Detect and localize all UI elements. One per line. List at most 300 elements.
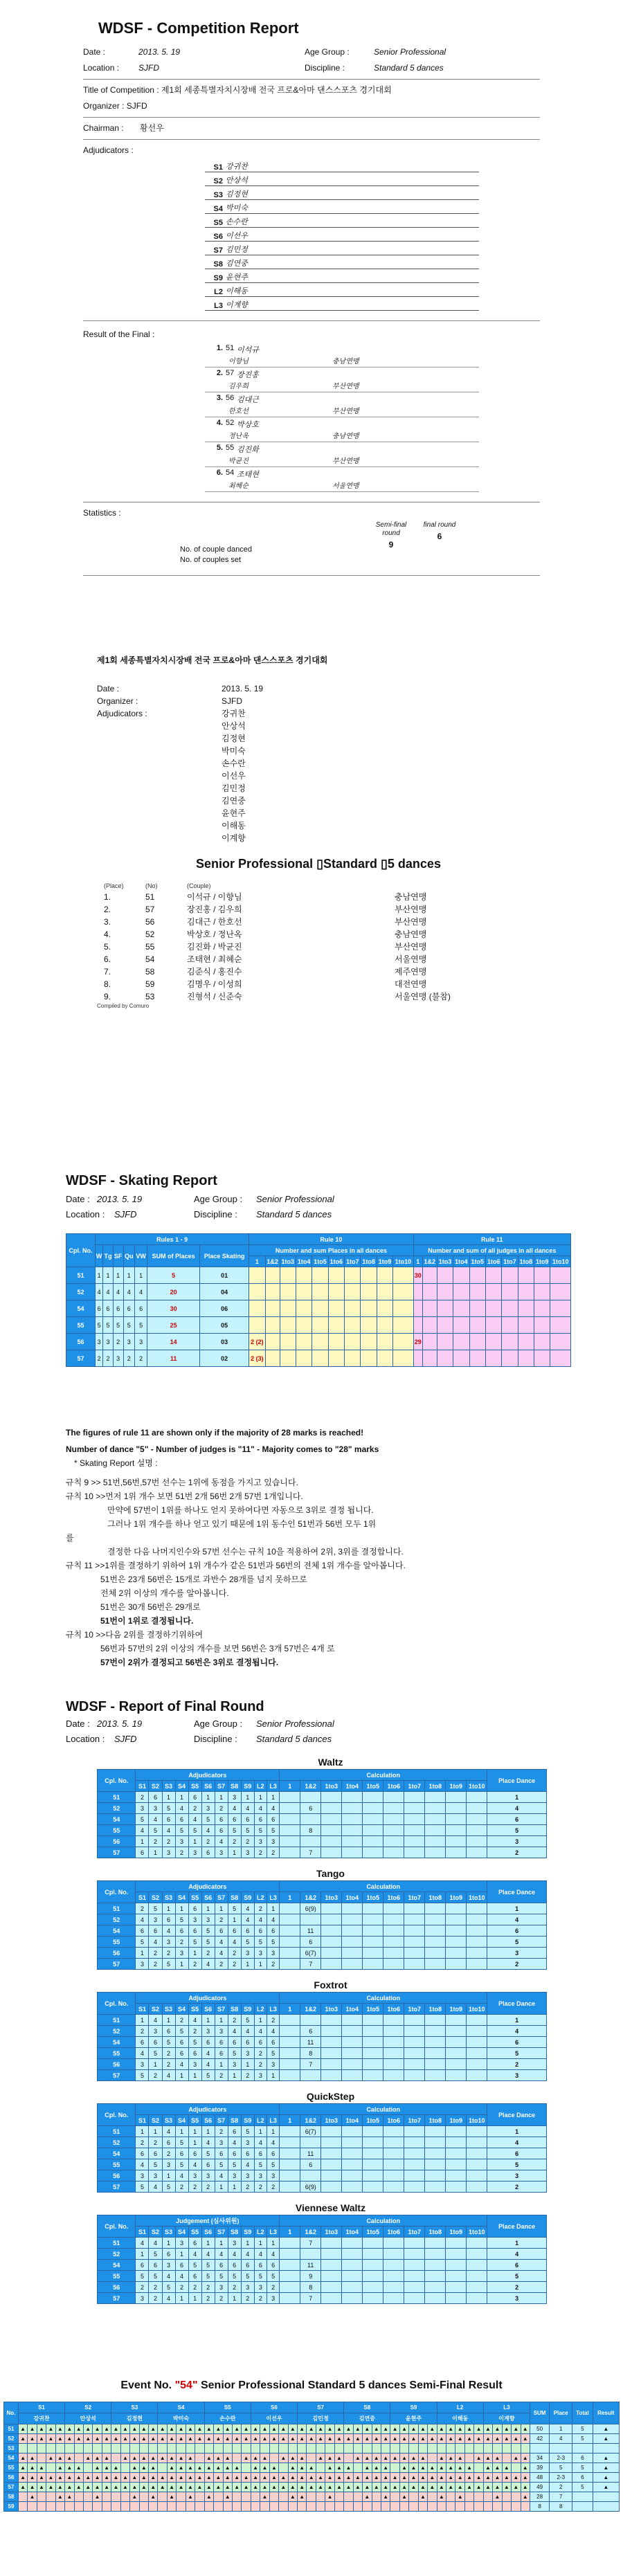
fr-calc-col: 1to8 <box>425 2004 446 2015</box>
sf-mark: ▲ <box>251 2483 260 2492</box>
fr-mark: 3 <box>149 1803 162 1814</box>
fr-calc-col: 1 <box>280 2004 300 2015</box>
fr-cpl: 52 <box>98 2137 136 2148</box>
sf-mark <box>464 2444 473 2453</box>
sk-r10-cell <box>312 1334 328 1350</box>
sf-mark: ▲ <box>298 2434 307 2444</box>
sf-judge-name: 김연중 <box>344 2413 390 2424</box>
sk-header-cell: 1to4 <box>296 1256 312 1267</box>
fr-calc-header: Calculation <box>280 2215 487 2226</box>
sf-mark: ▲ <box>464 2424 473 2434</box>
sf-mark <box>334 2444 343 2453</box>
fr-row <box>98 2137 547 2148</box>
final-place: 1. <box>216 344 223 352</box>
sk-r11-cell <box>422 1334 437 1350</box>
sk-header-cell: 1to9 <box>377 1256 392 1267</box>
fr-place: 3 <box>487 1836 547 1847</box>
fr-mark: 2 <box>228 2015 241 2026</box>
result-no: 58 <box>145 967 155 977</box>
adjudicator-name: 이해동 <box>226 287 248 296</box>
sf-mark: ▲ <box>493 2473 502 2483</box>
fr-mark: 1 <box>215 2182 228 2193</box>
sf-mark: ▲ <box>149 2424 158 2434</box>
fr-mark: 4 <box>149 2182 162 2193</box>
result-place: 9. <box>104 992 111 1001</box>
summary-adj-label: Adjudicators : <box>97 709 147 718</box>
fr-judge-header: L2 <box>254 1892 267 1903</box>
adjudicator-row <box>205 172 479 186</box>
fr-judge-header: S5 <box>188 2115 201 2126</box>
sf-mark: ▲ <box>177 2463 186 2473</box>
sf-row <box>4 2424 620 2434</box>
summary-result-row <box>97 965 540 978</box>
result-club: 부산연맹 <box>395 942 427 952</box>
fr-calc-cell <box>280 2048 300 2059</box>
fr-meta-row2 <box>66 1732 564 1747</box>
header-couple: (Couple) <box>187 882 211 889</box>
sk-r10-cell <box>280 1284 296 1300</box>
sf-mark: ▲ <box>269 2463 278 2473</box>
sf-mark: ▲ <box>111 2483 120 2492</box>
sf-mark: ▲ <box>55 2473 64 2483</box>
final-leader: 장진홍 <box>237 371 259 379</box>
sf-mark <box>251 2492 260 2502</box>
fr-mark: 5 <box>188 2037 201 2048</box>
fr-mark: 1 <box>149 2059 162 2070</box>
sf-mark <box>74 2502 83 2512</box>
sf-mark: ▲ <box>418 2434 427 2444</box>
sf-mark: ▲ <box>372 2434 381 2444</box>
fr-calc-cell <box>280 1814 300 1825</box>
fr-calc-cell <box>363 1959 383 1970</box>
sf-mark: ▲ <box>93 2492 102 2502</box>
sf-mark: ▲ <box>55 2424 64 2434</box>
sf-mark: ▲ <box>269 2434 278 2444</box>
sf-place: 5 <box>550 2463 572 2473</box>
fr-judge-header: S7 <box>215 2226 228 2238</box>
fr-calc-cell <box>321 2126 342 2137</box>
sf-mark: ▲ <box>399 2473 408 2483</box>
sk-sum: 30 <box>147 1300 200 1317</box>
fr-adj-header: Judgement (심사위원) <box>136 2215 280 2226</box>
dance-name: Waltz <box>318 1757 343 1768</box>
sf-mark <box>242 2502 251 2512</box>
fr-mark: 1 <box>149 1847 162 1858</box>
fr-calc-cell <box>342 2293 363 2304</box>
final-partner: 정난옥 <box>228 433 249 440</box>
sf-mark: ▲ <box>214 2463 223 2473</box>
fr-place: 5 <box>487 1936 547 1948</box>
sf-mark: ▲ <box>260 2473 269 2483</box>
fr-mark: 1 <box>241 2238 254 2249</box>
sk-header-cell: 1to3 <box>280 1256 296 1267</box>
fr-mark: 3 <box>149 2026 162 2037</box>
sf-mark <box>474 2502 483 2512</box>
fr-mark: 4 <box>201 2048 215 2059</box>
fr-mark: 3 <box>175 1948 188 1959</box>
fr-mark: 4 <box>201 2059 215 2070</box>
fr-mark: 6 <box>241 2037 254 2048</box>
fr-mark: 1 <box>241 1792 254 1803</box>
sf-mark <box>223 2444 232 2453</box>
fr-cpl: 51 <box>98 2126 136 2137</box>
fr-calc-cell <box>425 2137 446 2148</box>
sf-mark: ▲ <box>363 2434 372 2444</box>
adjudicator-name: 김민정 <box>226 246 248 254</box>
sf-mark: ▲ <box>37 2434 46 2444</box>
fr-place: 3 <box>487 2293 547 2304</box>
fr-calc-cell <box>321 2271 342 2282</box>
fr-judge-header: S1 <box>136 2226 149 2238</box>
fr-calc-cell <box>467 1959 487 1970</box>
organizer-label: Organizer : <box>83 101 125 111</box>
final-no: 56 <box>226 394 235 402</box>
fr-calc-cell <box>467 2271 487 2282</box>
fr-mark: 4 <box>162 1925 175 1936</box>
fr-calc-cell <box>404 1914 425 1925</box>
adjudicator-code: S8 <box>213 260 223 269</box>
fr-cpl: 52 <box>98 2249 136 2260</box>
sk-r10-cell <box>361 1267 377 1284</box>
fr-judge-header: L2 <box>254 2004 267 2015</box>
fr-mark: 1 <box>149 2126 162 2137</box>
date-row <box>83 44 540 60</box>
sf-mark: ▲ <box>232 2434 241 2444</box>
note-t3: 만약에 57번이 1위를 하나도 얻지 못하여다면 자동으로 3위로 결정 됩니다. <box>107 1505 374 1515</box>
sf-mark <box>83 2492 92 2502</box>
fr-judge-header: L3 <box>267 2226 279 2238</box>
fr-place: 6 <box>487 1814 547 1825</box>
sk-sum: 5 <box>147 1267 200 1284</box>
fr-row <box>98 2148 547 2159</box>
sf-mark <box>93 2502 102 2512</box>
fr-mark: 3 <box>254 2070 267 2081</box>
sk-r10-cell <box>328 1284 344 1300</box>
sk-header-1 <box>66 1234 571 1245</box>
fr-calc-cell <box>383 2015 404 2026</box>
fr-mark: 2 <box>175 2282 188 2293</box>
fr-calc-cell <box>425 2170 446 2182</box>
sk-place-skating: 05 <box>199 1317 249 1334</box>
fr-mark: 4 <box>175 2170 188 2182</box>
sf-mark: ▲ <box>223 2483 232 2492</box>
fr-mark: 5 <box>201 1925 215 1936</box>
fr-calc-cell <box>363 2137 383 2148</box>
fr-mark: 2 <box>267 2015 279 2026</box>
fr-calc-cell <box>280 1847 300 1858</box>
sk-header-cell: Rule 10 <box>249 1234 413 1245</box>
sf-result <box>593 2502 619 2512</box>
fr-mark: 3 <box>228 2059 241 2070</box>
sf-mark: ▲ <box>120 2483 129 2492</box>
fr-calc-cell <box>446 1847 467 1858</box>
fr-mark: 6 <box>228 2148 241 2159</box>
sf-mark: ▲ <box>288 2463 297 2473</box>
fr-calc-cell <box>404 1792 425 1803</box>
sf-mark <box>46 2463 55 2473</box>
sf-mark: ▲ <box>483 2453 492 2463</box>
note-t10: 51번은 30개 56번은 29개로 <box>100 1602 201 1612</box>
summary-results <box>97 882 540 1003</box>
sk-r11-cell <box>518 1284 534 1300</box>
sf-mark <box>28 2502 37 2512</box>
sf-mark: ▲ <box>372 2424 381 2434</box>
sf-mark <box>120 2502 129 2512</box>
summary-date-value: 2013. 5. 19 <box>222 684 264 693</box>
fr-mark: 5 <box>267 1936 279 1948</box>
fr-mark: 2 <box>136 2282 149 2293</box>
fr-calc-col: 1to3 <box>321 2115 342 2126</box>
note-line2: Number of dance "5" - Number of judges is "11" - Majority comes to "28" marks <box>66 1444 379 1454</box>
fr-mark: 2 <box>188 1803 201 1814</box>
fr-calc-col: 1to4 <box>342 2115 363 2126</box>
fr-calc-cell <box>446 2182 467 2193</box>
sk-r10-cell <box>393 1300 413 1317</box>
fr-mark: 5 <box>241 2015 254 2026</box>
adjudicator-name: 박미숙 <box>226 204 248 212</box>
sf-mark: ▲ <box>353 2483 362 2492</box>
sk-place: 6 <box>113 1300 123 1317</box>
fr-mark: 6 <box>188 2048 201 2059</box>
sk-r11-cell <box>469 1317 485 1334</box>
fr-calc-cell: 8 <box>300 2048 321 2059</box>
sf-mark <box>363 2444 372 2453</box>
adjudicator-name: 안상석 <box>226 176 248 185</box>
sf-mark <box>120 2492 129 2502</box>
sk-r11-cell <box>502 1317 518 1334</box>
sf-mark: ▲ <box>28 2463 37 2473</box>
sf-mark <box>483 2502 492 2512</box>
fr-mark: 1 <box>136 2126 149 2137</box>
fr-mark: 1 <box>215 1903 228 1914</box>
fr-mark: 5 <box>201 1936 215 1948</box>
sf-mark: ▲ <box>46 2434 55 2444</box>
fr-calc-cell <box>300 2070 321 2081</box>
fr-mark: 1 <box>136 1836 149 1847</box>
sf-mark: ▲ <box>298 2483 307 2492</box>
fr-calc-cell <box>342 1792 363 1803</box>
sf-mark <box>223 2502 232 2512</box>
sk-place: 4 <box>103 1284 113 1300</box>
sk-r10-cell <box>345 1284 361 1300</box>
sf-mark <box>418 2502 427 2512</box>
fr-calc-cell <box>383 2148 404 2159</box>
sf-mark: ▲ <box>242 2453 251 2463</box>
fr-cpl: 54 <box>98 2260 136 2271</box>
fr-mark: 2 <box>254 2059 267 2070</box>
sf-mark: ▲ <box>325 2463 334 2473</box>
fr-calc-col: 1to6 <box>383 2004 404 2015</box>
fr-mark: 4 <box>162 2293 175 2304</box>
sf-mark <box>409 2492 418 2502</box>
sf-mark: ▲ <box>204 2473 213 2483</box>
fr-calc-col: 1to10 <box>467 2226 487 2238</box>
fr-mark: 1 <box>136 2015 149 2026</box>
fr-judge-header: L3 <box>267 2115 279 2126</box>
sf-total <box>572 2444 593 2453</box>
sf-mark <box>316 2463 325 2473</box>
fr-mark: 3 <box>188 1847 201 1858</box>
sf-mark: ▲ <box>437 2453 446 2463</box>
fr-calc-cell <box>467 2015 487 2026</box>
final-place: 5. <box>216 444 223 452</box>
fr-calc-cell <box>467 2026 487 2037</box>
sk-r11-cell <box>550 1267 571 1284</box>
fr-judge-header: S2 <box>149 2004 162 2015</box>
fr-mark: 1 <box>228 1847 241 1858</box>
sk-header-cell: Tg <box>103 1245 113 1267</box>
sf-mark: ▲ <box>214 2483 223 2492</box>
sk-header-cell: 1to8 <box>518 1256 534 1267</box>
sf-result <box>593 2444 619 2453</box>
sf-mark <box>139 2444 148 2453</box>
fr-calc-cell <box>280 2070 300 2081</box>
fr-place: 6 <box>487 2260 547 2271</box>
sf-mark <box>46 2502 55 2512</box>
fr-calc-cell <box>342 1948 363 1959</box>
sk-r11-cell <box>437 1317 453 1334</box>
fr-calc-col: 1&2 <box>300 2004 321 2015</box>
fr-calc-cell <box>363 2026 383 2037</box>
adjudicator-row <box>205 186 479 200</box>
sf-mark: ▲ <box>521 2434 530 2444</box>
fr-calc-cell <box>342 1836 363 1847</box>
sf-mark: ▲ <box>167 2424 176 2434</box>
fr-calc-col: 1to9 <box>446 2226 467 2238</box>
sf-mark: ▲ <box>167 2473 176 2483</box>
fr-mark: 1 <box>175 2126 188 2137</box>
sk-r11-cell <box>534 1350 550 1367</box>
fr-calc-cell: 6 <box>300 2026 321 2037</box>
fr-calc-cell <box>321 1792 342 1803</box>
final-line2 <box>205 405 479 415</box>
sk-r11-cell <box>550 1350 571 1367</box>
sf-mark: ▲ <box>28 2434 37 2444</box>
sf-judge-code: S8 <box>344 2402 390 2413</box>
sk-r10-cell <box>377 1317 392 1334</box>
fr-calc-cell <box>404 2148 425 2159</box>
sf-mark <box>120 2463 129 2473</box>
sf-mark <box>437 2444 446 2453</box>
sf-judge-code: S7 <box>298 2402 344 2413</box>
sf-mark: ▲ <box>74 2483 83 2492</box>
sf-mark <box>307 2453 316 2463</box>
adjudicator-name: 윤현주 <box>226 273 248 282</box>
fr-calc-cell <box>446 2249 467 2260</box>
sk-r11-cell <box>469 1334 485 1350</box>
final-result-row <box>205 467 479 492</box>
fr-mark: 5 <box>201 2260 215 2271</box>
sf-mark <box>130 2502 139 2512</box>
fr-calc-col: 1to7 <box>404 1781 425 1792</box>
fr-calc-cell <box>363 1903 383 1914</box>
fr-calc-cell <box>280 1903 300 1914</box>
fr-calc-cell <box>342 2182 363 2193</box>
fr-mark: 4 <box>241 2026 254 2037</box>
fr-mark: 2 <box>149 2137 162 2148</box>
final-no: 54 <box>226 469 235 477</box>
sf-mark: ▲ <box>455 2463 464 2473</box>
sf-mark <box>325 2444 334 2453</box>
sf-mark <box>307 2492 316 2502</box>
fr-mark: 5 <box>254 1936 267 1948</box>
fr-mark: 1 <box>136 1948 149 1959</box>
fr-calc-cell: 6(7) <box>300 1948 321 1959</box>
sf-mark: ▲ <box>260 2463 269 2473</box>
fr-calc-cell <box>383 1914 404 1925</box>
fr-mark: 3 <box>136 2170 149 2182</box>
fr-row <box>98 2238 547 2249</box>
sk-r11-cell <box>413 1350 422 1367</box>
adjudicator-code: S7 <box>213 246 223 255</box>
fr-judge-header: S6 <box>201 2004 215 2015</box>
fr-calc-col: 1to5 <box>363 1781 383 1792</box>
adjudicator-code: S4 <box>213 205 223 213</box>
sf-mark: ▲ <box>446 2434 455 2444</box>
sk-r10-cell <box>312 1300 328 1317</box>
fr-place: 4 <box>487 1803 547 1814</box>
sf-total <box>572 2492 593 2502</box>
fr-mark: 4 <box>175 1803 188 1814</box>
fr-cpl: 52 <box>98 1803 136 1814</box>
skating-meta-row1 <box>66 1192 571 1207</box>
fr-title: WDSF - Report of Final Round <box>66 1699 264 1714</box>
sf-mark: ▲ <box>363 2424 372 2434</box>
fr-calc-cell <box>300 1814 321 1825</box>
fr-calc-cell <box>404 1825 425 1836</box>
sf-mark <box>149 2502 158 2512</box>
sf-mark: ▲ <box>464 2434 473 2444</box>
sf-mark <box>102 2502 111 2512</box>
fr-calc-cell <box>383 2238 404 2249</box>
fr-mark: 4 <box>215 2170 228 2182</box>
fr-mark: 2 <box>241 2070 254 2081</box>
sk-r10-cell <box>377 1267 392 1284</box>
fr-mark: 4 <box>162 2126 175 2137</box>
sf-mark <box>521 2502 530 2512</box>
fr-calc-col: 1&2 <box>300 2115 321 2126</box>
fr-mark: 4 <box>228 1936 241 1948</box>
final-result-list <box>205 343 479 492</box>
fr-place: 3 <box>487 1948 547 1959</box>
fr-calc-cell <box>280 1936 300 1948</box>
fr-row <box>98 2070 547 2081</box>
fr-mark: 2 <box>149 1959 162 1970</box>
sf-mark: ▲ <box>251 2473 260 2483</box>
fr-mark: 2 <box>254 2182 267 2193</box>
final-no: 51 <box>226 344 235 352</box>
sk-r11-cell <box>437 1267 453 1284</box>
sf-mark: ▲ <box>399 2492 408 2502</box>
fr-calc-cell <box>404 1836 425 1847</box>
sf-mark <box>149 2444 158 2453</box>
fr-calc-cell <box>363 1814 383 1825</box>
sf-mark <box>74 2453 83 2463</box>
fr-mark: 6 <box>267 2148 279 2159</box>
fr-calc-cell <box>342 2271 363 2282</box>
fr-place: 4 <box>487 2137 547 2148</box>
dance-table <box>97 2215 547 2304</box>
fr-mark: 5 <box>162 2282 175 2293</box>
sf-mark: ▲ <box>65 2483 74 2492</box>
sf-mark <box>288 2502 297 2512</box>
fr-place: 5 <box>487 1825 547 1836</box>
sf-mark: ▲ <box>464 2473 473 2483</box>
result-place: 8. <box>104 979 111 989</box>
note-t13: 56번과 57번의 2위 이상의 개수를 보면 56번은 3개 57번은 4개 로 <box>100 1644 335 1653</box>
sf-mark: ▲ <box>483 2424 492 2434</box>
fr-judge-header: S4 <box>175 2004 188 2015</box>
